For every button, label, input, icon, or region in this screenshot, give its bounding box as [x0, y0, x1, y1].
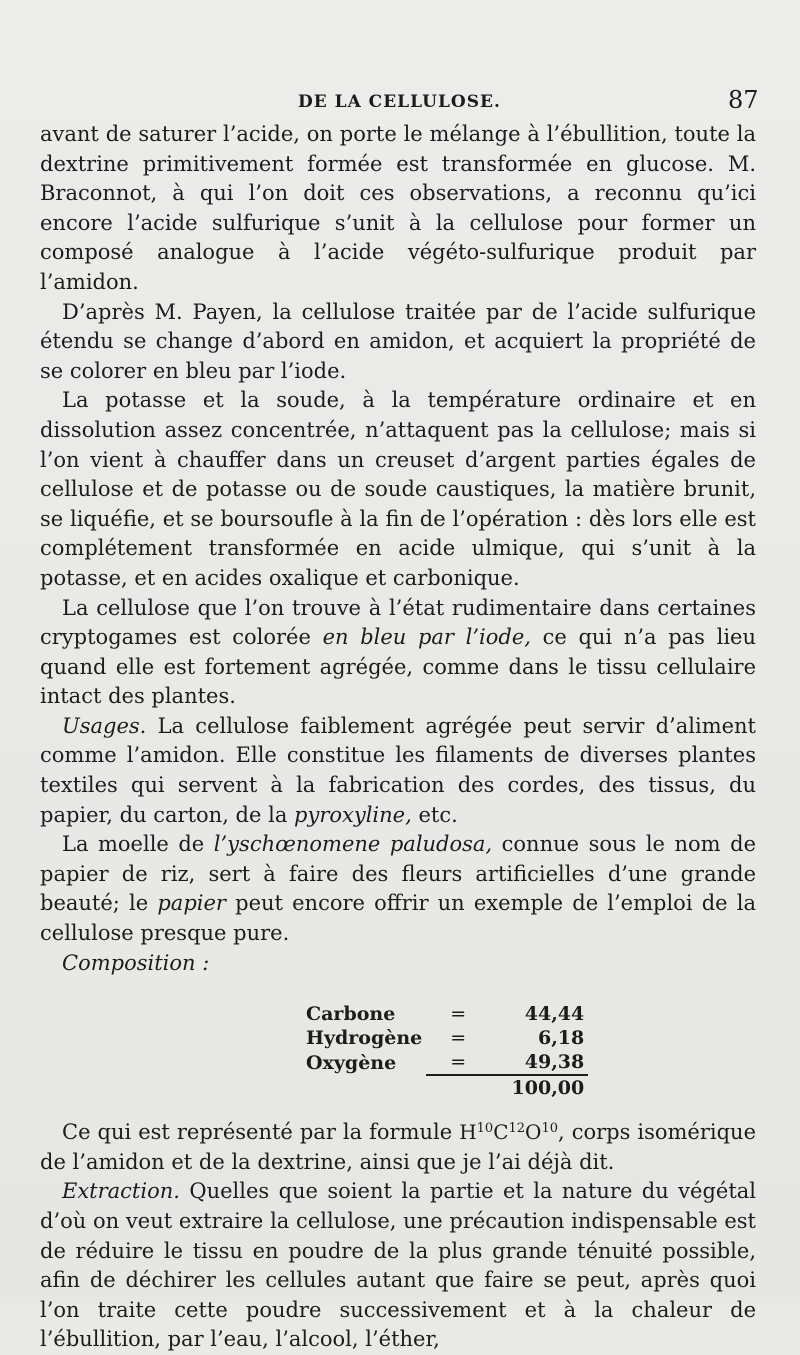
formula-o-index: 10	[541, 1121, 558, 1137]
formula-c-index: 12	[508, 1121, 526, 1137]
element-value: 49,38	[524, 1051, 585, 1074]
usages-italic: pyroxyline,	[294, 802, 412, 827]
element-name: Hydrogène	[306, 1027, 423, 1050]
paragraph-usages	[40, 712, 756, 830]
formula-c: C	[493, 1120, 509, 1145]
equals-sign: =	[450, 1027, 467, 1050]
paragraph-6-italic: l’yschœnomene paludosa,	[213, 832, 493, 857]
formula-h-index: 10	[476, 1121, 494, 1137]
paragraph-1: avant de saturer l’acide, on porte le mélange à l’ébullition, toute la dextrine primitivement formée est transformée en glucose. M. Braconnot, à qui l’on doit ces observations, a reconnu qu’ici encore l’acide sulfurique s’unit à la cellulose pour former un composé analogue à l’acide végéto-sulfurique produit par l’amidon.	[40, 122, 756, 294]
element-name: Oxygène	[306, 1051, 397, 1074]
paragraph-formula	[40, 1114, 756, 1177]
composition-total: 100,00	[426, 1075, 588, 1100]
paragraph-6-text: La moelle de	[62, 832, 214, 857]
table-row	[302, 1050, 588, 1075]
equals-sign: =	[450, 1003, 467, 1026]
formula-o: O	[525, 1120, 542, 1145]
paragraph-4-text-end: ce qui n’a pas lieu quand elle est fortement agrégée, comme dans le tissu cellulaire intact des plantes.	[40, 625, 756, 709]
usages-text: La cellulose faiblement agrégée peut servir d’aliment comme l’amidon. Elle constitue les filaments de diverses plantes textiles qui servent à la fabrication des cordes, des tissus, du papier, du carton, de la	[40, 713, 756, 827]
usages-label: Usages.	[62, 713, 147, 738]
chemical-formula	[459, 1120, 558, 1144]
composition-table	[302, 1002, 588, 1100]
spacer	[40, 1100, 756, 1114]
paragraph-3: La potasse et la soude, à la température ordinaire et en dissolution assez concentrée, n’attaquent pas la cellulose; mais si l’on vient à chauffer dans un creuset d’argent parties égales de cellulose et de potasse ou de soude caustiques, la matière brunit, se liquéfie, et se boursoufle à la fin de l’opération : dès lors elle est complétement transformée en acide ulmique, qui s’unit à la potasse, et en acides oxalique et carbonique.	[40, 388, 756, 590]
paragraph-6-text-mid: connue sous le nom de papier de riz, sert à faire des fleurs artificielles d’une grande beauté; le	[40, 832, 756, 916]
paragraph-4-text: La cellulose que l’on trouve à l’état rudimentaire dans certaines cryptogames est colorée	[40, 595, 756, 650]
formula-text: Ce qui est représenté par la formule	[62, 1120, 460, 1145]
paragraph-extraction	[40, 1177, 756, 1355]
table-row	[302, 1002, 588, 1026]
page-number: 87	[728, 86, 759, 114]
equals-sign: =	[450, 1051, 467, 1074]
extraction-label: Extraction.	[62, 1179, 180, 1204]
composition-label: Composition :	[62, 950, 210, 975]
usages-text-end: etc.	[411, 802, 458, 827]
paragraph-6-italic-2: papier	[157, 891, 226, 916]
element-value: 44,44	[524, 1003, 585, 1026]
composition-heading	[40, 949, 756, 979]
extraction-text: Quelles que soient la partie et la nature du végétal d’où on veut extraire la cellulose, une précaution indispensable est de réduire le tissu en poudre de la plus grande ténuité possible, afin de déchirer les cellules autant que faire se peut, après quoi l’on traite cette poudre successivement et à la chaleur de l’ébullition, par l’eau, l’alcool, l’éther,	[40, 1179, 756, 1352]
element-value: 6,18	[537, 1027, 585, 1050]
element-name: Carbone	[306, 1003, 396, 1026]
total-row	[302, 1075, 588, 1100]
paragraph-6	[40, 830, 756, 948]
formula-text-end: , corps isomérique de l’amidon et de la dextrine, ainsi que je l’ai déjà dit.	[40, 1120, 756, 1174]
running-title: DE LA CELLULOSE.	[298, 92, 501, 112]
paragraph-2: D’après M. Payen, la cellulose traitée par de l’acide sulfurique étendu se change d’abord en amidon, et acquiert la propriété de se colorer en bleu par l’iode.	[40, 299, 756, 383]
paragraph-4-italic: en bleu par l’iode,	[322, 625, 531, 650]
page-header	[0, 86, 800, 120]
page-body	[40, 120, 756, 1355]
table-row	[302, 1026, 588, 1050]
paragraph-4	[40, 594, 756, 712]
formula-h: H	[459, 1120, 477, 1145]
paragraph-6-text-end: peut encore offrir un exemple de l’emploi de la cellulose presque pure.	[40, 891, 756, 946]
total-spacer	[302, 1075, 426, 1100]
